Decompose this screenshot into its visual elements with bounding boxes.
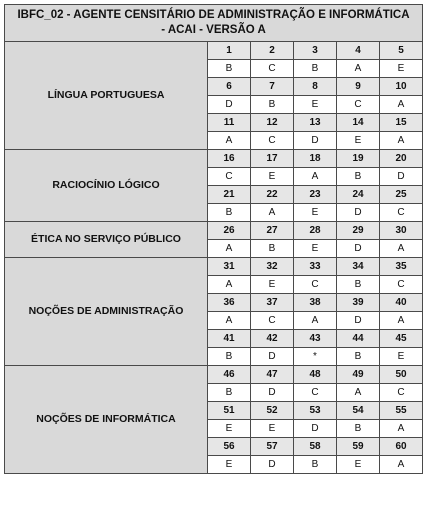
question-number-cell: 14 xyxy=(337,114,380,132)
question-number-cell: 53 xyxy=(294,402,337,420)
question-number-cell: 8 xyxy=(294,78,337,96)
question-number-cell: 60 xyxy=(380,438,423,456)
question-number-cell: 28 xyxy=(294,222,337,240)
question-number-cell: 26 xyxy=(208,222,251,240)
question-number-cell: 42 xyxy=(251,330,294,348)
answer-cell: A xyxy=(380,420,423,438)
answer-cell: D xyxy=(337,312,380,330)
answer-cell: C xyxy=(208,168,251,186)
answer-cell: A xyxy=(208,132,251,150)
question-number-cell: 20 xyxy=(380,150,423,168)
answer-cell: E xyxy=(294,204,337,222)
answer-cell: A xyxy=(380,132,423,150)
answer-cell: D xyxy=(251,456,294,474)
question-number-cell: 40 xyxy=(380,294,423,312)
answer-cell: A xyxy=(208,276,251,294)
question-number-cell: 34 xyxy=(337,258,380,276)
question-number-cell: 47 xyxy=(251,366,294,384)
answer-cell: B xyxy=(337,420,380,438)
answer-cell: A xyxy=(337,60,380,78)
question-number-cell: 15 xyxy=(380,114,423,132)
question-number-cell: 48 xyxy=(294,366,337,384)
question-number-row xyxy=(5,42,423,60)
question-number-cell: 27 xyxy=(251,222,294,240)
answer-cell: B xyxy=(337,348,380,366)
question-number-cell: 30 xyxy=(380,222,423,240)
question-number-cell: 31 xyxy=(208,258,251,276)
answer-cell: C xyxy=(380,384,423,402)
answer-cell: A xyxy=(337,384,380,402)
subject-label: ÉTICA NO SERVIÇO PÚBLICO xyxy=(5,222,208,258)
question-number-cell: 9 xyxy=(337,78,380,96)
answer-cell: A xyxy=(380,312,423,330)
answer-cell: E xyxy=(251,168,294,186)
answer-cell: D xyxy=(337,240,380,258)
answer-cell: E xyxy=(380,348,423,366)
answer-cell: B xyxy=(337,276,380,294)
question-number-cell: 52 xyxy=(251,402,294,420)
question-number-cell: 54 xyxy=(337,402,380,420)
question-number-cell: 12 xyxy=(251,114,294,132)
answer-cell: B xyxy=(208,60,251,78)
answer-cell: A xyxy=(380,96,423,114)
answer-cell: D xyxy=(251,348,294,366)
answer-cell: A xyxy=(380,240,423,258)
question-number-cell: 49 xyxy=(337,366,380,384)
question-number-cell: 3 xyxy=(294,42,337,60)
answer-cell: C xyxy=(337,96,380,114)
question-number-cell: 56 xyxy=(208,438,251,456)
question-number-cell: 23 xyxy=(294,186,337,204)
question-number-cell: 29 xyxy=(337,222,380,240)
question-number-cell: 5 xyxy=(380,42,423,60)
answer-cell: A xyxy=(294,168,337,186)
title-line-2: - ACAI - VERSÃO A xyxy=(161,24,266,36)
answer-cell: D xyxy=(251,384,294,402)
question-number-cell: 55 xyxy=(380,402,423,420)
answer-cell: C xyxy=(294,276,337,294)
answer-cell: D xyxy=(380,168,423,186)
question-number-cell: 39 xyxy=(337,294,380,312)
question-number-cell: 44 xyxy=(337,330,380,348)
question-number-cell: 38 xyxy=(294,294,337,312)
answer-cell: B xyxy=(251,96,294,114)
answer-cell: E xyxy=(208,456,251,474)
answer-cell: B xyxy=(208,384,251,402)
title-row xyxy=(5,5,423,42)
question-number-cell: 51 xyxy=(208,402,251,420)
answer-cell: E xyxy=(294,96,337,114)
answer-cell: B xyxy=(251,240,294,258)
question-number-cell: 2 xyxy=(251,42,294,60)
answer-cell: A xyxy=(251,204,294,222)
question-number-cell: 1 xyxy=(208,42,251,60)
answer-cell: B xyxy=(294,60,337,78)
answer-cell: D xyxy=(294,420,337,438)
answer-cell: D xyxy=(337,204,380,222)
answer-cell: D xyxy=(294,132,337,150)
question-number-cell: 41 xyxy=(208,330,251,348)
answer-cell: A xyxy=(380,456,423,474)
answer-cell: E xyxy=(251,276,294,294)
answer-cell: B xyxy=(208,204,251,222)
answer-cell: E xyxy=(208,420,251,438)
question-number-cell: 4 xyxy=(337,42,380,60)
answer-cell: C xyxy=(380,276,423,294)
question-number-cell: 37 xyxy=(251,294,294,312)
answer-cell: B xyxy=(337,168,380,186)
question-number-cell: 7 xyxy=(251,78,294,96)
answer-cell: C xyxy=(380,204,423,222)
question-number-cell: 22 xyxy=(251,186,294,204)
question-number-cell: 32 xyxy=(251,258,294,276)
question-number-cell: 16 xyxy=(208,150,251,168)
answer-cell: E xyxy=(251,420,294,438)
question-number-cell: 6 xyxy=(208,78,251,96)
answer-key-body xyxy=(5,42,423,474)
question-number-cell: 57 xyxy=(251,438,294,456)
question-number-cell: 33 xyxy=(294,258,337,276)
question-number-cell: 50 xyxy=(380,366,423,384)
answer-key-table xyxy=(4,4,423,474)
answer-cell: E xyxy=(294,240,337,258)
subject-label: NOÇÕES DE ADMINISTRAÇÃO xyxy=(5,258,208,366)
table-title xyxy=(5,5,423,42)
question-number-row xyxy=(5,258,423,276)
question-number-cell: 58 xyxy=(294,438,337,456)
question-number-cell: 11 xyxy=(208,114,251,132)
answer-cell: A xyxy=(208,240,251,258)
answer-cell: B xyxy=(208,348,251,366)
answer-cell: C xyxy=(251,132,294,150)
question-number-cell: 35 xyxy=(380,258,423,276)
question-number-cell: 59 xyxy=(337,438,380,456)
answer-cell: C xyxy=(251,312,294,330)
answer-cell: A xyxy=(208,312,251,330)
question-number-cell: 46 xyxy=(208,366,251,384)
question-number-cell: 45 xyxy=(380,330,423,348)
question-number-cell: 19 xyxy=(337,150,380,168)
question-number-cell: 21 xyxy=(208,186,251,204)
answer-cell: * xyxy=(294,348,337,366)
subject-label: RACIOCÍNIO LÓGICO xyxy=(5,150,208,222)
question-number-cell: 43 xyxy=(294,330,337,348)
subject-label: LÍNGUA PORTUGUESA xyxy=(5,42,208,150)
title-line-1: IBFC_02 - AGENTE CENSITÁRIO DE ADMINISTRAÇÃO E INFORMÁTICA xyxy=(17,9,410,21)
answer-cell: D xyxy=(208,96,251,114)
question-number-cell: 36 xyxy=(208,294,251,312)
question-number-row xyxy=(5,222,423,240)
answer-cell: A xyxy=(294,312,337,330)
subject-label: NOÇÕES DE INFORMÁTICA xyxy=(5,366,208,474)
question-number-cell: 25 xyxy=(380,186,423,204)
question-number-cell: 18 xyxy=(294,150,337,168)
question-number-cell: 24 xyxy=(337,186,380,204)
question-number-cell: 10 xyxy=(380,78,423,96)
question-number-cell: 13 xyxy=(294,114,337,132)
answer-cell: E xyxy=(337,132,380,150)
answer-cell: C xyxy=(251,60,294,78)
answer-cell: C xyxy=(294,384,337,402)
answer-cell: E xyxy=(380,60,423,78)
question-number-row xyxy=(5,150,423,168)
question-number-cell: 17 xyxy=(251,150,294,168)
answer-key-sheet xyxy=(4,4,422,474)
answer-cell: B xyxy=(294,456,337,474)
question-number-row xyxy=(5,366,423,384)
answer-cell: E xyxy=(337,456,380,474)
